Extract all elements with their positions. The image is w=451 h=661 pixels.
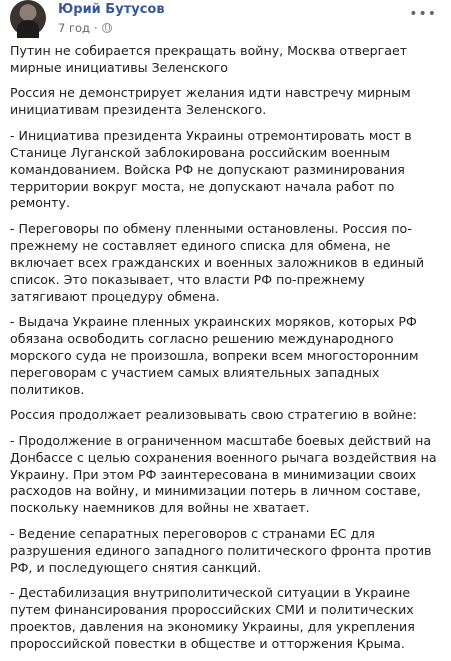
avatar[interactable]: [10, 0, 46, 36]
post-paragraph: - Продолжение в ограниченном масштабе боевых действий на Донбассе с целью сохранения военного рычага воздействия на Украину. При этом РФ заинтересована в минимизации своих расходов на войну, и минимизации потерь в личном составе, поскольку наемников для войны не хватает.: [10, 432, 437, 516]
post-paragraph: - Инициатива президента Украины отремонтировать мост в Станице Луганской заблокирована российским военным командованием. Войска РФ не допускают разминирования территории вокруг моста, не допускают начала работ по ремонту.: [10, 127, 412, 211]
post-meta: 7 год ·: [58, 21, 112, 35]
post-timestamp[interactable]: 7 год: [58, 21, 91, 35]
globe-icon: [102, 23, 112, 33]
post-paragraph: - Дестабилизация внутриполитической ситуации в Украине путем финансирования пророссийских СМИ и политических проектов, давления на экономику Украины, для укрепления пророссийской повестки в обществе и отторжения Крыма.: [10, 585, 415, 651]
more-options-icon[interactable]: •••: [409, 6, 437, 22]
post-paragraph: Россия не демонстрирует желания идти навстречу мирным инициативам президента Зеленского.: [10, 85, 411, 118]
author-name[interactable]: Юрий Бутусов: [58, 2, 165, 17]
post-text: [10, 43, 440, 661]
post-header: [10, 0, 443, 40]
post-paragraph: Россия продолжает реализовывать свою стратегию в войне:: [10, 407, 417, 423]
post-paragraph: Путин не собирается прекращать войну, Москва отвергает мирные инициативы Зеленского: [10, 43, 408, 75]
post-paragraph: - Ведение сепаратных переговоров с странами ЕС для разрушения единого западного политического фронта против РФ, и последующего снятия санкций.: [10, 525, 432, 575]
post-paragraph: - Переговоры по обмену пленными остановлены. Россия по-прежнему не составляет единого списка для обмена, не включает всех гражданских и военных заложников в единый список. Это показывает, что власти РФ по-прежнему затягивают процедуру обмена.: [10, 220, 425, 304]
post-paragraph: - Выдача Украине пленных украинских моряков, которых РФ обязана освободить согласно решению международного морского суда не произошла, вопреки всем многосторонним переговорам с участием самых влиятельных западных политиков.: [10, 314, 419, 397]
